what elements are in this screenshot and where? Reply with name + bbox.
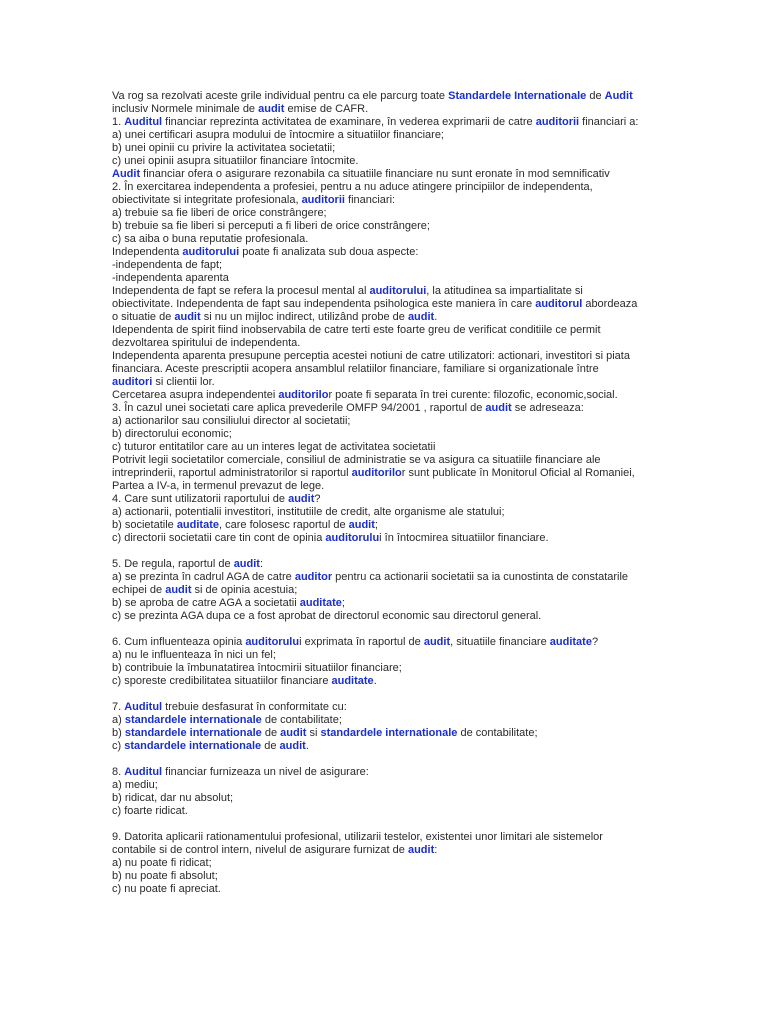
text-line — [112, 727, 672, 740]
text-line — [112, 805, 672, 818]
text-line — [112, 844, 672, 857]
text-line — [112, 571, 672, 584]
text-line — [112, 701, 672, 714]
text-line — [112, 363, 672, 376]
text-line — [112, 792, 672, 805]
blank-line — [112, 688, 672, 701]
text-run: se adreseaza: — [511, 402, 584, 414]
text-run: Partea a IV-a, in termenul prevazut de lege. — [112, 480, 325, 492]
keyword-link[interactable]: standardele internationale — [124, 727, 262, 739]
blank-line — [112, 753, 672, 766]
keyword-link[interactable]: audit — [288, 493, 315, 505]
text-run: Independenta — [112, 246, 183, 258]
text-run: Independenta de fapt se refera la procesul mental al — [112, 285, 370, 297]
keyword-link[interactable]: standardele internationale — [124, 714, 262, 726]
text-line — [112, 597, 672, 610]
text-line — [112, 883, 672, 896]
text-run: , care folosesc raportul de — [219, 519, 349, 531]
keyword-link[interactable]: audit — [407, 311, 435, 323]
keyword-link[interactable]: audit — [423, 636, 451, 648]
text-run: intreprinderii, raportul administratorilor si raportul — [112, 467, 352, 479]
text-line — [112, 402, 672, 415]
keyword-link[interactable]: Auditul — [124, 766, 163, 778]
keyword-link[interactable]: auditorii — [301, 194, 345, 206]
text-run: de contabilitate; — [261, 714, 342, 726]
text-line — [112, 233, 672, 246]
text-run: r poate fi separata în trei curente: filozofic, economic,social. — [328, 389, 618, 401]
text-run: 6. Cum influenteaza opinia — [112, 636, 246, 648]
keyword-link[interactable]: auditor — [294, 571, 333, 583]
keyword-link[interactable]: auditate — [299, 597, 342, 609]
text-run: 2. În exercitarea independenta a profesiei, pentru a nu aduce atingere principiilor de independenta, — [112, 181, 593, 193]
text-line — [112, 259, 672, 272]
text-line — [112, 220, 672, 233]
text-run: , situatiile financiare — [450, 636, 550, 648]
text-run: c) foarte ridicat. — [112, 805, 188, 817]
text-run: a) unei certificari asupra modului de întocmire a situatiilor financiare; — [112, 129, 444, 141]
text-run: financiar furnizeaza un nivel de asigurare: — [162, 766, 369, 778]
text-run: a) trebuie sa fie liberi de orice constrângere; — [112, 207, 327, 219]
text-run: 9. Datorita aplicarii rationamentului profesional, utilizarii testelor, existentei unor limitari ale sistemelor — [112, 831, 603, 843]
text-run: emise de CAFR. — [284, 103, 369, 115]
keyword-link[interactable]: Standardele Internationale — [448, 90, 587, 102]
keyword-link[interactable]: auditori — [112, 376, 153, 388]
text-line — [112, 662, 672, 675]
keyword-link[interactable]: audit — [280, 727, 307, 739]
text-line — [112, 506, 672, 519]
text-line — [112, 311, 672, 324]
text-run: si clientii lor. — [152, 376, 215, 388]
keyword-link[interactable]: auditate — [331, 675, 374, 687]
keyword-link[interactable]: audit — [174, 311, 201, 323]
keyword-link[interactable]: Auditul — [124, 701, 163, 713]
text-run: -independenta de fapt; — [112, 259, 223, 271]
text-line — [112, 766, 672, 779]
text-run: financiar reprezinta activitatea de examinare, în vederea exprimarii de catre — [162, 116, 536, 128]
text-run: a) actionarilor sau consiliului director al societatii; — [112, 415, 351, 427]
text-line — [112, 584, 672, 597]
text-run: a) nu le influenteaza în nici un fel; — [112, 649, 276, 661]
text-line — [112, 142, 672, 155]
text-line — [112, 116, 672, 129]
text-run: de — [261, 740, 280, 752]
text-run: financiari a: — [579, 116, 639, 128]
text-run: Cercetarea asupra independentei — [112, 389, 279, 401]
keyword-link[interactable]: Audit — [604, 90, 633, 102]
text-line — [112, 194, 672, 207]
text-run: obiectivitate si integritate profesionala, — [112, 194, 302, 206]
text-line — [112, 740, 672, 753]
text-run: i în întocmirea situatiilor financiare. — [379, 532, 549, 544]
text-run: c) sa aiba o buna reputatie profesionala. — [112, 233, 309, 245]
text-line — [112, 337, 672, 350]
text-line — [112, 610, 672, 623]
keyword-link[interactable]: Auditul — [124, 116, 163, 128]
text-run: de contabilitate; — [457, 727, 538, 739]
keyword-link[interactable]: auditorulu — [325, 532, 380, 544]
text-line — [112, 324, 672, 337]
keyword-link[interactable]: auditorilo — [351, 467, 402, 479]
keyword-link[interactable]: auditate — [176, 519, 219, 531]
text-run: 3. În cazul unei societati care aplica prevederile OMFP 94/2001 , raportul de — [112, 402, 486, 414]
text-run: a) actionarii, potentialii investitori, institutiile de credit, alte organisme ale statului; — [112, 506, 505, 518]
text-run: financiar ofera o asigurare rezonabila ca situatiile financiare nu sunt eronate în mod semnificativ — [140, 168, 610, 180]
text-line — [112, 714, 672, 727]
document-body — [112, 90, 672, 896]
text-line — [112, 649, 672, 662]
text-run: b) societatile — [112, 519, 177, 531]
text-run: inclusiv Normele minimale de — [112, 103, 259, 115]
text-run: contabile si de control intern, nivelul de asigurare furnizat de — [112, 844, 408, 856]
text-run: si nu un mijloc indirect, utilizând probe de — [200, 311, 408, 323]
text-run: Idependenta de spirit fiind inobservabila de catre terti este foarte greu de verificat conditiile ce permit — [112, 324, 601, 336]
keyword-link[interactable]: audit — [279, 740, 306, 752]
text-line — [112, 181, 672, 194]
text-run: c) directorii societatii care tin cont de opinia — [112, 532, 326, 544]
blank-line — [112, 545, 672, 558]
text-run: b) ridicat, dar nu absolut; — [112, 792, 234, 804]
text-line — [112, 90, 672, 103]
keyword-link[interactable]: auditorulu — [245, 636, 300, 648]
text-run: c) — [112, 740, 125, 752]
text-line — [112, 454, 672, 467]
text-run: a) mediu; — [112, 779, 158, 791]
keyword-link[interactable]: auditorul — [535, 298, 583, 310]
text-line — [112, 103, 672, 116]
text-run: . — [305, 740, 309, 752]
text-run: poate fi analizata sub doua aspecte: — [239, 246, 419, 258]
text-run: b) nu poate fi absolut; — [112, 870, 218, 882]
keyword-link[interactable]: auditorilo — [278, 389, 329, 401]
keyword-link[interactable]: auditorii — [535, 116, 580, 128]
text-run: si de opinia acestuia; — [191, 584, 298, 596]
text-line — [112, 129, 672, 142]
keyword-link[interactable]: auditorului — [182, 246, 240, 258]
text-line — [112, 428, 672, 441]
text-line — [112, 389, 672, 402]
text-run: de — [586, 90, 605, 102]
text-run: Independenta aparenta presupune perceptia acestei notiuni de catre utilizatori: actionari, investitori si piata — [112, 350, 630, 362]
text-line — [112, 636, 672, 649]
text-run: b) unei opinii cu privire la activitatea societatii; — [112, 142, 336, 154]
text-run: c) nu poate fi apreciat. — [112, 883, 221, 895]
text-run: abordeaza — [582, 298, 638, 310]
text-run: ? — [591, 636, 599, 648]
text-run: pentru ca actionarii societatii sa ia cunostinta de constatarile — [332, 571, 629, 583]
keyword-link[interactable]: audit — [258, 103, 285, 115]
text-run: obiectivitate. Independenta de fapt sau independenta psihologica este maniera în care — [112, 298, 536, 310]
text-run: ? — [314, 493, 321, 505]
text-line — [112, 675, 672, 688]
text-line — [112, 272, 672, 285]
text-line — [112, 168, 672, 181]
text-line — [112, 558, 672, 571]
text-line — [112, 467, 672, 480]
text-run: c) se prezinta AGA dupa ce a fost aprobat de directorul economic sau directorul general. — [112, 610, 542, 622]
text-run: 1. — [112, 116, 125, 128]
text-run: 7. — [112, 701, 125, 713]
text-run: Va rog sa rezolvati aceste grile individual pentru ca ele parcurg toate — [112, 90, 449, 102]
text-run: dezvoltarea spiritului de independenta. — [112, 337, 301, 349]
text-run: a) nu poate fi ridicat; — [112, 857, 212, 869]
text-line — [112, 480, 672, 493]
blank-line — [112, 818, 672, 831]
text-line — [112, 298, 672, 311]
text-line — [112, 831, 672, 844]
text-line — [112, 415, 672, 428]
text-run: ; — [374, 519, 378, 531]
text-run: de — [261, 727, 281, 739]
keyword-link[interactable]: standardele internationale — [320, 727, 458, 739]
text-run: c) unei opinii asupra situatiilor financiare întocmite. — [112, 155, 359, 167]
text-run: i exprimata în raportul de — [299, 636, 424, 648]
keyword-link[interactable]: audit — [165, 584, 192, 596]
keyword-link[interactable]: audit — [348, 519, 375, 531]
text-run: 5. De regula, raportul de — [112, 558, 234, 570]
text-run: c) sporeste credibilitatea situatiilor financiare — [112, 675, 332, 687]
keyword-link[interactable]: audit — [407, 844, 435, 856]
text-run: 4. Care sunt utilizatorii raportului de — [112, 493, 289, 505]
text-run: -independenta aparenta — [112, 272, 229, 284]
text-run: r sunt publicate în Monitorul Oficial al Romaniei, — [401, 467, 635, 479]
keyword-link[interactable]: audit — [233, 558, 260, 570]
text-run: Potrivit legii societatilor comerciale, consiliul de administratie se va asigura ca situatiile financiare ale — [112, 454, 601, 466]
text-run: c) tuturor entitatilor care au un interes legat de activitatea societatii — [112, 441, 436, 453]
text-line — [112, 519, 672, 532]
keyword-link[interactable]: audit — [485, 402, 512, 414]
keyword-link[interactable]: auditorului — [369, 285, 427, 297]
text-run: . — [434, 311, 438, 323]
text-run: b) contribuie la îmbunatatirea întocmirii situatiilor financiare; — [112, 662, 402, 674]
text-line — [112, 246, 672, 259]
text-run: a) se prezinta în cadrul AGA de catre — [112, 571, 295, 583]
keyword-link[interactable]: Audit — [112, 168, 141, 180]
text-run: financiari: — [344, 194, 396, 206]
text-run: a) — [112, 714, 125, 726]
text-line — [112, 207, 672, 220]
keyword-link[interactable]: auditate — [549, 636, 592, 648]
text-run: b) — [112, 727, 125, 739]
text-run: financiara. Aceste prescriptii acopera ansamblul relatiilor financiare, familiare si organizationale între — [112, 363, 599, 375]
text-line — [112, 870, 672, 883]
text-run: ; — [341, 597, 345, 609]
text-line — [112, 350, 672, 363]
text-run: si — [306, 727, 321, 739]
text-line — [112, 857, 672, 870]
text-line — [112, 532, 672, 545]
text-run: o situatie de — [112, 311, 175, 323]
text-line — [112, 441, 672, 454]
text-run: echipei de — [112, 584, 166, 596]
text-run: 8. — [112, 766, 125, 778]
text-line — [112, 155, 672, 168]
keyword-link[interactable]: standardele internationale — [124, 740, 262, 752]
text-run: b) directorului economic; — [112, 428, 232, 440]
text-line — [112, 779, 672, 792]
blank-line — [112, 623, 672, 636]
text-run: trebuie desfasurat în conformitate cu: — [162, 701, 347, 713]
text-run: , la atitudinea sa impartialitate si — [426, 285, 583, 297]
text-line — [112, 493, 672, 506]
text-run: . — [373, 675, 377, 687]
text-run: : — [259, 558, 264, 570]
text-run: b) se aproba de catre AGA a societatii — [112, 597, 300, 609]
text-run: b) trebuie sa fie liberi si perceputi a fi liberi de orice constrângere; — [112, 220, 430, 232]
text-line — [112, 285, 672, 298]
text-run: : — [434, 844, 438, 856]
text-line — [112, 376, 672, 389]
